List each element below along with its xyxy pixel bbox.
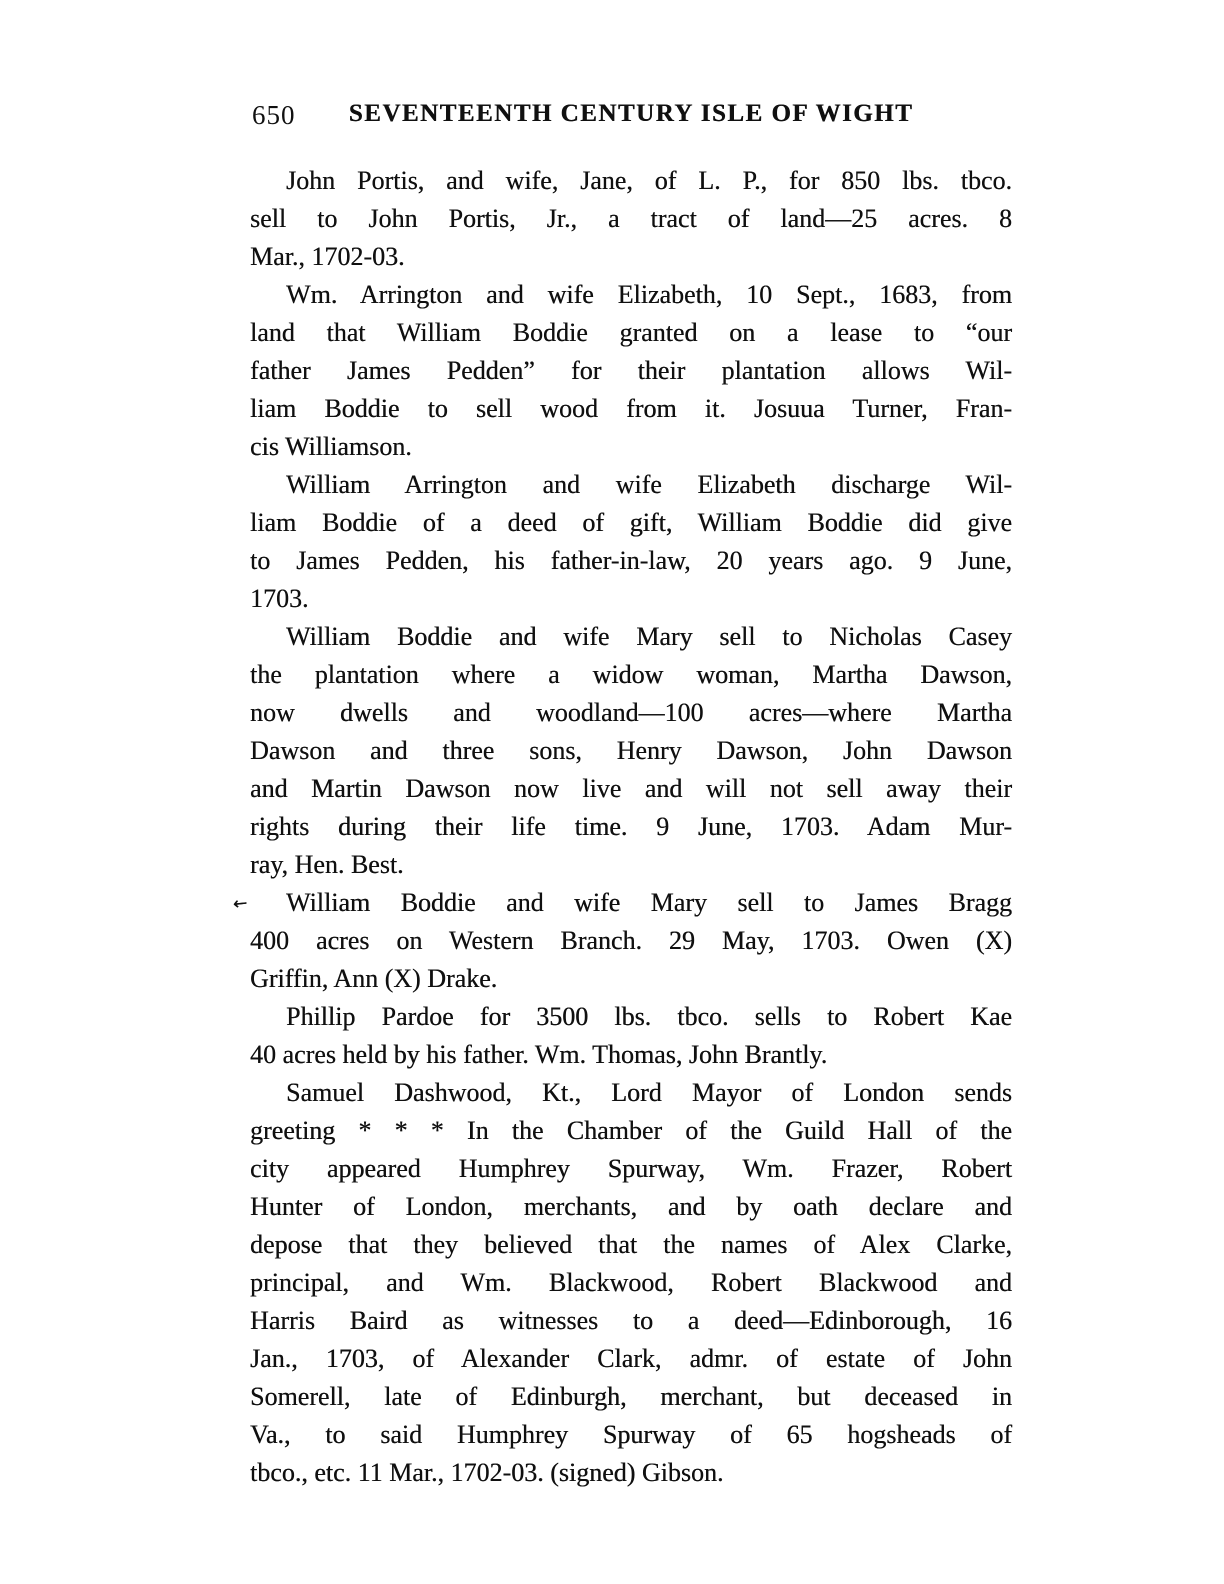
text-line: Mar., 1702-03.	[250, 242, 405, 271]
text-line: 400 acres on Western Branch. 29 May, 1703. Owen (X)	[250, 926, 1012, 955]
text-line: Wm. Arrington and wife Elizabeth, 10 Sept., 1683, from	[286, 280, 1012, 309]
text-line: William Boddie and wife Mary sell to Nicholas Casey	[286, 622, 1012, 651]
text-line: Hunter of London, merchants, and by oath declare and	[250, 1192, 1012, 1221]
text-line: the plantation where a widow woman, Martha Dawson,	[250, 660, 1012, 689]
text-line: to James Pedden, his father-in-law, 20 years ago. 9 June,	[250, 546, 1012, 575]
page-header	[250, 98, 1012, 134]
text-line: city appeared Humphrey Spurway, Wm. Frazer, Robert	[250, 1154, 1012, 1183]
page-number: 650	[252, 100, 296, 130]
paragraph	[250, 466, 1012, 618]
paragraph	[250, 162, 1012, 276]
text-line: John Portis, and wife, Jane, of L. P., for 850 lbs. tbco.	[286, 166, 1012, 195]
text-line: and Martin Dawson now live and will not sell away their	[250, 774, 1012, 803]
text-line: land that William Boddie granted on a lease to “our	[250, 318, 1012, 347]
page-content	[231, 98, 1012, 1492]
text-line: Somerell, late of Edinburgh, merchant, but deceased in	[250, 1382, 1012, 1411]
text-line: Harris Baird as witnesses to a deed—Edinborough, 16	[250, 1306, 1012, 1335]
text-line: now dwells and woodland—100 acres—where Martha	[250, 698, 1012, 727]
text-line: ray, Hen. Best.	[250, 850, 404, 879]
text-line: father James Pedden” for their plantation allows Wil-	[250, 356, 1012, 385]
paragraph	[250, 276, 1012, 466]
text-line: liam Boddie to sell wood from it. Josuua Turner, Fran-	[250, 394, 1012, 423]
page-body	[231, 162, 1012, 1492]
text-line: Samuel Dashwood, Kt., Lord Mayor of London sends	[286, 1078, 1012, 1107]
text-line: sell to John Portis, Jr., a tract of land—25 acres. 8	[250, 204, 1012, 233]
paragraph	[250, 998, 1012, 1074]
text-line: greeting * * * In the Chamber of the Guild Hall of the	[250, 1116, 1012, 1145]
paragraph	[250, 1074, 1012, 1492]
text-line: William Arrington and wife Elizabeth discharge Wil-	[286, 470, 1012, 499]
text-line: tbco., etc. 11 Mar., 1702-03. (signed) Gibson.	[250, 1458, 724, 1487]
text-line: Griffin, Ann (X) Drake.	[250, 964, 498, 993]
margin-annotation-mark: ←	[231, 893, 249, 915]
text-line: cis Williamson.	[250, 432, 412, 461]
running-title: SEVENTEENTH CENTURY ISLE OF WIGHT	[348, 100, 914, 127]
text-line: William Boddie and wife Mary sell to James Bragg ←	[250, 884, 1012, 922]
text-line: liam Boddie of a deed of gift, William Boddie did give	[250, 508, 1012, 537]
text-line: principal, and Wm. Blackwood, Robert Blackwood and	[250, 1268, 1012, 1297]
text-line: depose that they believed that the names of Alex Clarke,	[250, 1230, 1012, 1259]
text-line: Dawson and three sons, Henry Dawson, John Dawson	[250, 736, 1012, 765]
text-line: rights during their life time. 9 June, 1703. Adam Mur-	[250, 812, 1012, 841]
text-line: Phillip Pardoe for 3500 lbs. tbco. sells to Robert Kae	[286, 1002, 1012, 1031]
paragraph	[231, 884, 1012, 998]
text-line: Jan., 1703, of Alexander Clark, admr. of estate of John	[250, 1344, 1012, 1373]
text-line: 1703.	[250, 584, 309, 613]
text-line: 40 acres held by his father. Wm. Thomas, John Brantly.	[250, 1040, 828, 1069]
text-line: Va., to said Humphrey Spurway of 65 hogsheads of	[250, 1420, 1012, 1449]
paragraph	[250, 618, 1012, 884]
